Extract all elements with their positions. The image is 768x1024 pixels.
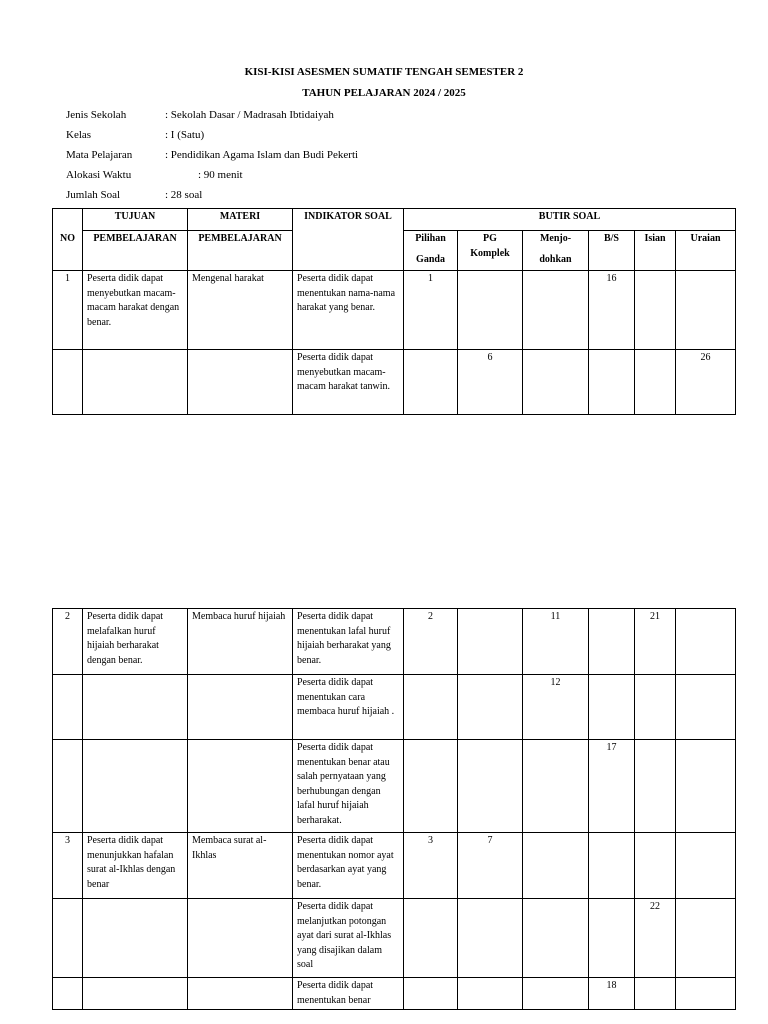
cell-pgk [458,271,523,350]
info-key: Jumlah Soal [66,189,121,201]
cell-pgk: 6 [458,350,523,415]
cell-no [53,350,83,415]
header-no: NO [53,209,83,271]
cell-no: 3 [53,833,83,899]
info-value: : Pendidikan Agama Islam dan Budi Pekerti [165,149,359,161]
cell-isian [635,978,676,1010]
cell-mj [523,350,589,415]
cell-bs [589,675,635,740]
cell-no [53,740,83,833]
grid-table-2 [52,608,736,1010]
cell-pg [404,350,458,415]
cell-tujuan [83,740,188,833]
info-row-school [66,109,334,121]
cell-pgk [458,675,523,740]
cell-materi [188,350,293,415]
header-pg-komplek: PG Komplek [458,231,523,271]
cell-pgk [458,609,523,675]
cell-materi: Mengenal harakat [188,271,293,350]
cell-uraian [676,978,736,1010]
cell-isian [635,740,676,833]
cell-materi [188,899,293,978]
cell-no [53,675,83,740]
cell-isian [635,350,676,415]
cell-materi [188,675,293,740]
info-row-subject [66,149,358,161]
header-tujuan: TUJUAN [83,209,188,231]
grid-table-1 [52,208,736,415]
cell-indikator: Peserta didik dapat melanjutkan potongan ayat dari surat al-Ikhlas yang disajikan dalam soal [293,899,404,978]
header-tujuan-2: PEMBELAJARAN [83,231,188,271]
cell-tujuan: Peserta didik dapat menyebutkan macam-macam harakat dengan benar. [83,271,188,350]
cell-tujuan: Peserta didik dapat menunjukkan hafalan surat al-Ikhlas dengan benar [83,833,188,899]
cell-tujuan [83,350,188,415]
cell-materi: Membaca huruf hijaiah [188,609,293,675]
cell-pgk [458,899,523,978]
table-row [53,833,736,899]
cell-indikator: Peserta didik dapat menentukan benar [293,978,404,1010]
cell-mj: 11 [523,609,589,675]
info-key: Mata Pelajaran [66,149,133,161]
cell-bs: 18 [589,978,635,1010]
cell-uraian [676,740,736,833]
cell-uraian [676,675,736,740]
cell-materi [188,978,293,1010]
cell-indikator: Peserta didik dapat menyebutkan macam-macam harakat tanwin. [293,350,404,415]
info-value: : I (Satu) [165,129,205,141]
cell-bs [589,833,635,899]
academic-year: TAHUN PELAJARAN 2024 / 2025 [302,87,466,99]
cell-bs [589,899,635,978]
cell-bs [589,609,635,675]
header-butir-soal: BUTIR SOAL [404,209,736,231]
table-row [53,609,736,675]
header-indikator: INDIKATOR SOAL [293,209,404,271]
cell-pg [404,899,458,978]
cell-indikator: Peserta didik dapat menentukan cara membaca huruf hijaiah . [293,675,404,740]
cell-mj [523,899,589,978]
cell-no: 1 [53,271,83,350]
cell-uraian [676,899,736,978]
cell-pg: 2 [404,609,458,675]
cell-mj [523,271,589,350]
cell-isian: 21 [635,609,676,675]
cell-uraian [676,271,736,350]
table-row [53,740,736,833]
cell-indikator: Peserta didik dapat menentukan nomor ayat berdasarkan ayat yang benar. [293,833,404,899]
info-key: Kelas [66,129,92,141]
cell-tujuan [83,978,188,1010]
cell-uraian [676,833,736,899]
cell-pg [404,978,458,1010]
info-row-duration [66,169,243,181]
cell-pg [404,740,458,833]
info-key: Alokasi Waktu [66,169,132,181]
cell-materi: Membaca surat al-Ikhlas [188,833,293,899]
cell-isian: 22 [635,899,676,978]
cell-pg [404,675,458,740]
header-uraian: Uraian [676,231,736,271]
cell-bs [589,350,635,415]
cell-uraian: 26 [676,350,736,415]
cell-isian [635,271,676,350]
info-value: : 90 menit [198,169,243,181]
header-menjodohkan: Menjo- dohkan [523,231,589,271]
cell-mj [523,740,589,833]
header-bs: B/S [589,231,635,271]
cell-indikator: Peserta didik dapat menentukan benar atau salah pernyataan yang berhubungan dengan lafal huruf hijaiah berharakat. [293,740,404,833]
info-value: : Sekolah Dasar / Madrasah Ibtidaiyah [165,109,334,121]
cell-no: 2 [53,609,83,675]
header-materi: MATERI [188,209,293,231]
cell-materi [188,740,293,833]
cell-pg: 1 [404,271,458,350]
cell-bs: 17 [589,740,635,833]
header-pilihan-ganda: Pilihan Ganda [404,231,458,271]
info-row-count [66,189,202,201]
cell-no [53,899,83,978]
cell-uraian [676,609,736,675]
cell-pg: 3 [404,833,458,899]
table-row [53,271,736,350]
table-row [53,978,736,1010]
table-row [53,675,736,740]
cell-isian [635,675,676,740]
table-row [53,350,736,415]
cell-bs: 16 [589,271,635,350]
info-value: : 28 soal [165,189,203,201]
cell-indikator: Peserta didik dapat menentukan lafal huruf hijaiah berharakat yang benar. [293,609,404,675]
cell-pgk [458,740,523,833]
cell-mj: 12 [523,675,589,740]
info-key: Jenis Sekolah [66,109,127,121]
info-row-class [66,129,204,141]
cell-mj [523,978,589,1010]
cell-tujuan [83,675,188,740]
document-title: KISI-KISI ASESMEN SUMATIF TENGAH SEMESTER 2 [244,66,524,78]
cell-tujuan [83,899,188,978]
header-materi-2: PEMBELAJARAN [188,231,293,271]
cell-pgk [458,978,523,1010]
table-row [53,899,736,978]
cell-no [53,978,83,1010]
cell-mj [523,833,589,899]
header-isian: Isian [635,231,676,271]
cell-isian [635,833,676,899]
cell-pgk: 7 [458,833,523,899]
cell-indikator: Peserta didik dapat menentukan nama-nama harakat yang benar. [293,271,404,350]
cell-tujuan: Peserta didik dapat melafalkan huruf hijaiah berharakat dengan benar. [83,609,188,675]
